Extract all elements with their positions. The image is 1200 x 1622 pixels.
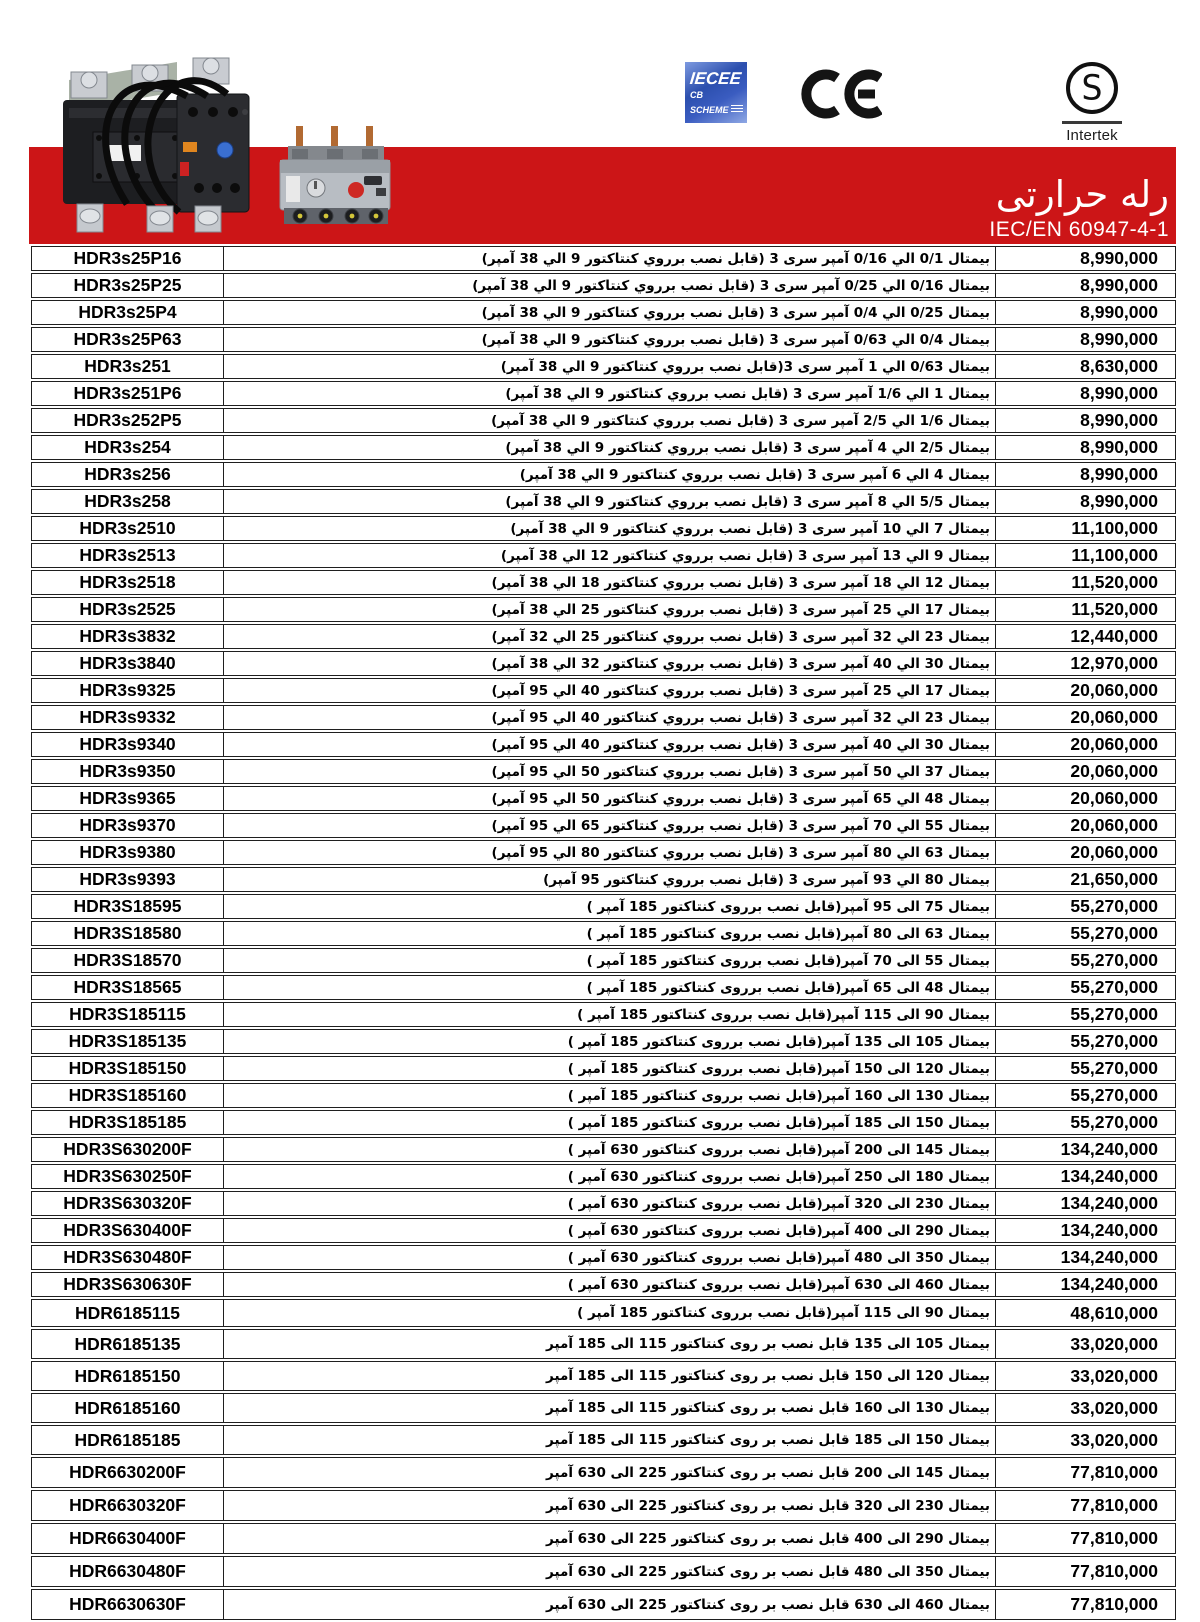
model-cell: HDR3S630320F (32, 1192, 224, 1215)
price-cell: 55,270,000 (995, 895, 1175, 918)
description-cell: بيمتال 0/1 الي 0/16 آمپر سرى 3 (قابل نصب برروي كنتاكتور 9 الي 38 آمپر) (481, 250, 990, 267)
table-row (31, 1272, 1176, 1297)
description-cell: بيمتال 460 الى 630 قابل نصب بر روى كنتاكتور 225 الى 630 آمپر (546, 1596, 990, 1613)
table-row (31, 1329, 1176, 1359)
table-row (31, 273, 1176, 298)
description-cell: بيمتال 80 الي 93 آمپر سرى 3 (قابل نصب برروي كنتاكتور 95 آمپر) (543, 871, 990, 888)
price-cell: 55,270,000 (995, 1057, 1175, 1080)
model-cell: HDR3s25P16 (32, 247, 224, 270)
description-cell: بيمتال 180 الى 250 آمپر(قابل نصب برروى كنتاكتور 630 آمپر ) (567, 1168, 990, 1185)
price-cell: 20,060,000 (995, 760, 1175, 783)
model-cell: HDR3s2525 (32, 598, 224, 621)
table-row (31, 1393, 1176, 1423)
table-row (31, 651, 1176, 676)
price-cell: 134,240,000 (995, 1273, 1175, 1296)
price-cell: 77,810,000 (995, 1458, 1175, 1487)
model-cell: HDR3s251P6 (32, 382, 224, 405)
price-cell: 8,990,000 (995, 328, 1175, 351)
table-row (31, 1490, 1176, 1521)
table-row (31, 624, 1176, 649)
price-cell: 8,990,000 (995, 409, 1175, 432)
table-row (31, 327, 1176, 352)
description-cell: بيمتال 23 الي 32 آمپر سرى 3 (قابل نصب برروي كنتاكتور 40 الي 95 آمپر) (491, 709, 990, 726)
description-cell: بيمتال 17 الي 25 آمپر سرى 3 (قابل نصب برروي كنتاكتور 25 الي 38 آمپر) (491, 601, 990, 618)
table-row (31, 597, 1176, 622)
iecee-scheme-text: SCHEME (690, 105, 729, 115)
table-row (31, 1002, 1176, 1027)
price-cell: 55,270,000 (995, 1111, 1175, 1134)
table-row (31, 678, 1176, 703)
price-cell: 55,270,000 (995, 1084, 1175, 1107)
description-cell: بيمتال 120 الى 150 آمپر(قابل نصب برروى كنتاكتور 185 آمپر ) (567, 1060, 990, 1077)
price-cell: 20,060,000 (995, 733, 1175, 756)
price-cell: 77,810,000 (995, 1491, 1175, 1520)
description-cell: بيمتال 150 الى 185 آمپر(قابل نصب برروى كنتاكتور 185 آمپر ) (567, 1114, 990, 1131)
standard-reference: IEC/EN 60947-4-1 (989, 218, 1169, 241)
price-cell: 134,240,000 (995, 1192, 1175, 1215)
model-cell: HDR3s9393 (32, 868, 224, 891)
model-cell: HDR3s3832 (32, 625, 224, 648)
table-row (31, 1137, 1176, 1162)
model-cell: HDR6630400F (32, 1524, 224, 1553)
description-cell: بيمتال 75 الى 95 آمپر(قابل نصب برروى كنتاكتور 185 آمپر ) (586, 898, 990, 915)
price-cell: 55,270,000 (995, 949, 1175, 972)
description-cell: بيمتال 130 الى 160 آمپر(قابل نصب برروى كنتاكتور 185 آمپر ) (567, 1087, 990, 1104)
intertek-logo (1062, 62, 1122, 144)
price-cell: 8,990,000 (995, 274, 1175, 297)
description-cell: بيمتال 55 الي 70 آمپر سرى 3 (قابل نصب برروي كنتاكتور 65 الي 95 آمپر) (491, 817, 990, 834)
price-cell: 33,020,000 (995, 1426, 1175, 1454)
description-cell: بيمتال 290 الى 400 قابل نصب بر روى كنتاكتور 225 الى 630 آمپر (546, 1530, 990, 1547)
table-row (31, 1056, 1176, 1081)
description-cell: بيمتال 130 الى 160 قابل نصب بر روى كنتاكتور 115 الى 185 آمپر (546, 1400, 990, 1416)
price-cell: 21,650,000 (995, 868, 1175, 891)
price-cell: 55,270,000 (995, 976, 1175, 999)
table-row (31, 408, 1176, 433)
table-row (31, 462, 1176, 487)
price-cell: 12,440,000 (995, 625, 1175, 648)
table-row (31, 1457, 1176, 1488)
model-cell: HDR3S630630F (32, 1273, 224, 1296)
price-table (31, 246, 1176, 1622)
table-row (31, 354, 1176, 379)
intertek-s-circle-icon (1066, 62, 1118, 114)
price-cell: 33,020,000 (995, 1330, 1175, 1358)
description-cell: بيمتال 30 الي 40 آمپر سرى 3 (قابل نصب برروي كنتاكتور 40 الي 95 آمپر) (491, 736, 990, 753)
model-cell: HDR3S630200F (32, 1138, 224, 1161)
price-cell: 20,060,000 (995, 706, 1175, 729)
description-cell: بيمتال 4 الي 6 آمپر سرى 3 (قابل نصب برروي كنتاكتور 9 الي 38 آمپر) (519, 466, 990, 483)
model-cell: HDR6630480F (32, 1557, 224, 1586)
description-cell: بيمتال 2/5 الي 4 آمپر سرى 3 (قابل نصب برروي كنتاكتور 9 الي 38 آمپر) (505, 439, 990, 456)
model-cell: HDR3s254 (32, 436, 224, 459)
price-cell: 134,240,000 (995, 1165, 1175, 1188)
model-cell: HDR3S185115 (32, 1003, 224, 1026)
table-row (31, 975, 1176, 1000)
description-cell: بيمتال 230 الى 320 آمپر(قابل نصب برروى كنتاكتور 630 آمپر ) (567, 1195, 990, 1212)
price-cell: 55,270,000 (995, 922, 1175, 945)
iecee-logo-text: IECEE (689, 69, 743, 88)
table-row (31, 1218, 1176, 1243)
description-cell: بيمتال 145 الى 200 آمپر(قابل نصب برروى كنتاكتور 630 آمپر ) (567, 1141, 990, 1158)
table-row (31, 705, 1176, 730)
large-thermal-relay-photo (55, 50, 265, 247)
description-cell: بيمتال 230 الى 320 قابل نصب بر روى كنتاكتور 225 الى 630 آمپر (546, 1497, 990, 1514)
price-cell: 8,990,000 (995, 247, 1175, 270)
price-cell: 8,990,000 (995, 301, 1175, 324)
large-relay-illustration (55, 50, 265, 242)
description-cell: بيمتال 145 الى 200 قابل نصب بر روى كنتاكتور 225 الى 630 آمپر (546, 1464, 990, 1481)
price-cell: 20,060,000 (995, 679, 1175, 702)
page-title: رله حرارتى (995, 173, 1169, 216)
description-cell: بيمتال 48 الي 65 آمپر سرى 3 (قابل نصب برروي كنتاكتور 50 الي 95 آمپر) (491, 790, 990, 807)
small-thermal-relay-photo (274, 124, 396, 233)
table-row (31, 867, 1176, 892)
model-cell: HDR6630320F (32, 1491, 224, 1520)
table-row (31, 1029, 1176, 1054)
model-cell: HDR3s251 (32, 355, 224, 378)
model-cell: HDR3s25P25 (32, 274, 224, 297)
price-cell: 77,810,000 (995, 1590, 1175, 1619)
iecee-scheme-lines (731, 103, 743, 114)
description-cell: بيمتال 350 الى 480 آمپر(قابل نصب برروى كنتاكتور 630 آمپر ) (567, 1249, 990, 1266)
model-cell: HDR3s3840 (32, 652, 224, 675)
table-row (31, 921, 1176, 946)
price-cell: 11,520,000 (995, 571, 1175, 594)
intertek-s-mark: S (1081, 67, 1103, 108)
model-cell: HDR3s258 (32, 490, 224, 513)
price-cell: 20,060,000 (995, 841, 1175, 864)
small-relay-illustration (274, 124, 396, 228)
description-cell: بيمتال 105 الى 135 قابل نصب بر روى كنتاكتور 115 الى 185 آمپر (546, 1336, 990, 1352)
model-cell: HDR3s2510 (32, 517, 224, 540)
description-cell: بيمتال 5/5 الي 8 آمپر سرى 3 (قابل نصب برروي كنتاكتور 9 الي 38 آمپر) (505, 493, 990, 510)
model-cell: HDR3s25P4 (32, 301, 224, 324)
description-cell: بيمتال 1 الي 1/6 آمپر سرى 3 (قابل نصب برروي كنتاكتور 9 الي 38 آمپر) (505, 385, 990, 402)
price-cell: 48,610,000 (995, 1300, 1175, 1326)
price-cell: 8,990,000 (995, 463, 1175, 486)
model-cell: HDR3S18570 (32, 949, 224, 972)
price-cell: 134,240,000 (995, 1138, 1175, 1161)
table-row (31, 1191, 1176, 1216)
table-row (31, 1299, 1176, 1327)
table-row (31, 732, 1176, 757)
price-cell: 11,100,000 (995, 544, 1175, 567)
model-cell: HDR6185160 (32, 1394, 224, 1422)
table-row (31, 1083, 1176, 1108)
description-cell: بيمتال 0/4 الي 0/63 آمپر سرى 3 (قابل نصب برروي كنتاكتور 9 الي 38 آمپر) (481, 331, 990, 348)
model-cell: HDR6630200F (32, 1458, 224, 1487)
description-cell: بيمتال 150 الى 185 قابل نصب بر روى كنتاكتور 115 الى 185 آمپر (546, 1432, 990, 1448)
price-cell: 11,520,000 (995, 598, 1175, 621)
table-row (31, 948, 1176, 973)
price-cell: 33,020,000 (995, 1394, 1175, 1422)
table-row (31, 840, 1176, 865)
description-cell: بيمتال 55 الى 70 آمپر(قابل نصب برروى كنتاكتور 185 آمپر ) (586, 952, 990, 969)
model-cell: HDR3s9340 (32, 733, 224, 756)
description-cell: بيمتال 350 الى 480 قابل نصب بر روى كنتاكتور 225 الى 630 آمپر (546, 1563, 990, 1580)
price-cell: 77,810,000 (995, 1524, 1175, 1553)
price-cell: 20,060,000 (995, 814, 1175, 837)
model-cell: HDR3S18580 (32, 922, 224, 945)
table-row (31, 489, 1176, 514)
price-cell: 33,020,000 (995, 1362, 1175, 1390)
model-cell: HDR3S630400F (32, 1219, 224, 1242)
description-cell: بيمتال 37 الي 50 آمپر سرى 3 (قابل نصب برروي كنتاكتور 50 الي 95 آمپر) (491, 763, 990, 780)
model-cell: HDR6185115 (32, 1300, 224, 1326)
description-cell: بيمتال 17 الي 25 آمپر سرى 3 (قابل نصب برروي كنتاكتور 40 الي 95 آمپر) (491, 682, 990, 699)
description-cell: بيمتال 105 الى 135 آمپر(قابل نصب برروى كنتاكتور 185 آمپر ) (567, 1033, 990, 1050)
description-cell: بيمتال 7 الي 10 آمپر سرى 3 (قابل نصب برروي كنتاكتور 9 الي 38 آمپر) (510, 520, 990, 537)
description-cell: بيمتال 120 الى 150 قابل نصب بر روى كنتاكتور 115 الى 185 آمپر (546, 1368, 990, 1384)
table-row (31, 246, 1176, 271)
description-cell: بيمتال 9 الي 13 آمپر سرى 3 (قابل نصب برروي كنتاكتور 12 الي 38 آمپر) (500, 547, 990, 564)
model-cell: HDR3S18595 (32, 895, 224, 918)
price-cell: 11,100,000 (995, 517, 1175, 540)
ce-mark-icon (792, 66, 882, 127)
model-cell: HDR3S630480F (32, 1246, 224, 1269)
model-cell: HDR6630630F (32, 1590, 224, 1619)
model-cell: HDR3s2513 (32, 544, 224, 567)
description-cell: بيمتال 460 الى 630 آمپر(قابل نصب برروى كنتاكتور 630 آمپر ) (567, 1276, 990, 1293)
table-row (31, 1523, 1176, 1554)
model-cell: HDR3s9325 (32, 679, 224, 702)
description-cell: بيمتال 90 الى 115 آمپر(قابل نصب برروى كنتاكتور 185 آمپر ) (577, 1305, 990, 1321)
table-row (31, 759, 1176, 784)
table-row (31, 570, 1176, 595)
model-cell: HDR3S630250F (32, 1165, 224, 1188)
model-cell: HDR6185185 (32, 1426, 224, 1454)
model-cell: HDR6185135 (32, 1330, 224, 1358)
table-row (31, 1110, 1176, 1135)
model-cell: HDR3s9332 (32, 706, 224, 729)
intertek-divider (1062, 121, 1122, 124)
model-cell: HDR6185150 (32, 1362, 224, 1390)
price-cell: 8,990,000 (995, 490, 1175, 513)
description-cell: بيمتال 0/16 الي 0/25 آمپر سرى 3 (قابل نصب برروي كنتاكتور 9 الي 38 آمپر) (472, 277, 990, 294)
description-cell: بيمتال 90 الى 115 آمپر(قابل نصب برروى كنتاكتور 185 آمپر ) (577, 1006, 990, 1023)
iecee-cb-scheme-logo (685, 62, 747, 123)
model-cell: HDR3s256 (32, 463, 224, 486)
table-row (31, 1425, 1176, 1455)
table-row (31, 786, 1176, 811)
model-cell: HDR3s9365 (32, 787, 224, 810)
price-cell: 77,810,000 (995, 1557, 1175, 1586)
price-cell: 55,270,000 (995, 1003, 1175, 1026)
description-cell: بيمتال 1/6 الي 2/5 آمپر سرى 3 (قابل نصب برروي كنتاكتور 9 الي 38 آمپر) (491, 412, 990, 429)
table-row (31, 1589, 1176, 1620)
model-cell: HDR3s9380 (32, 841, 224, 864)
description-cell: بيمتال 290 الى 400 آمپر(قابل نصب برروى كنتاكتور 630 آمپر ) (567, 1222, 990, 1239)
description-cell: بيمتال 30 الي 40 آمپر سرى 3 (قابل نصب برروي كنتاكتور 32 الي 38 آمپر) (491, 655, 990, 672)
price-cell: 20,060,000 (995, 787, 1175, 810)
description-cell: بيمتال 0/63 الي 1 آمپر سرى 3(قابل نصب برروي كنتاكتور 9 الي 38 آمپر) (500, 358, 990, 375)
description-cell: بيمتال 48 الى 65 آمپر(قابل نصب برروى كنتاكتور 185 آمپر ) (586, 979, 990, 996)
model-cell: HDR3S185185 (32, 1111, 224, 1134)
table-row (31, 1361, 1176, 1391)
table-row (31, 300, 1176, 325)
description-cell: بيمتال 63 الى 80 آمپر(قابل نصب برروى كنتاكتور 185 آمپر ) (586, 925, 990, 942)
iecee-cb-text: CB (690, 90, 703, 100)
price-cell: 8,990,000 (995, 436, 1175, 459)
price-cell: 55,270,000 (995, 1030, 1175, 1053)
description-cell: بيمتال 12 الي 18 آمپر سرى 3 (قابل نصب برروي كنتاكتور 18 الي 38 آمپر) (491, 574, 990, 591)
price-cell: 8,630,000 (995, 355, 1175, 378)
price-cell: 12,970,000 (995, 652, 1175, 675)
price-cell: 134,240,000 (995, 1219, 1175, 1242)
table-row (31, 435, 1176, 460)
model-cell: HDR3s9370 (32, 814, 224, 837)
model-cell: HDR3s2518 (32, 571, 224, 594)
model-cell: HDR3S185150 (32, 1057, 224, 1080)
description-cell: بيمتال 23 الي 32 آمپر سرى 3 (قابل نصب برروي كنتاكتور 25 الي 32 آمپر) (491, 628, 990, 645)
model-cell: HDR3S185135 (32, 1030, 224, 1053)
price-cell: 8,990,000 (995, 382, 1175, 405)
description-cell: بيمتال 0/25 الي 0/4 آمپر سرى 3 (قابل نصب برروي كنتاكتور 9 الي 38 آمپر) (481, 304, 990, 321)
model-cell: HDR3s25P63 (32, 328, 224, 351)
model-cell: HDR3s252P5 (32, 409, 224, 432)
table-row (31, 543, 1176, 568)
price-cell: 134,240,000 (995, 1246, 1175, 1269)
model-cell: HDR3S185160 (32, 1084, 224, 1107)
table-row (31, 516, 1176, 541)
table-row (31, 894, 1176, 919)
table-row (31, 1164, 1176, 1189)
description-cell: بيمتال 63 الي 80 آمپر سرى 3 (قابل نصب برروي كنتاكتور 80 الي 95 آمپر) (491, 844, 990, 861)
model-cell: HDR3s9350 (32, 760, 224, 783)
table-row (31, 1245, 1176, 1270)
intertek-label: Intertek (1066, 127, 1118, 144)
table-row (31, 381, 1176, 406)
table-row (31, 813, 1176, 838)
model-cell: HDR3S18565 (32, 976, 224, 999)
